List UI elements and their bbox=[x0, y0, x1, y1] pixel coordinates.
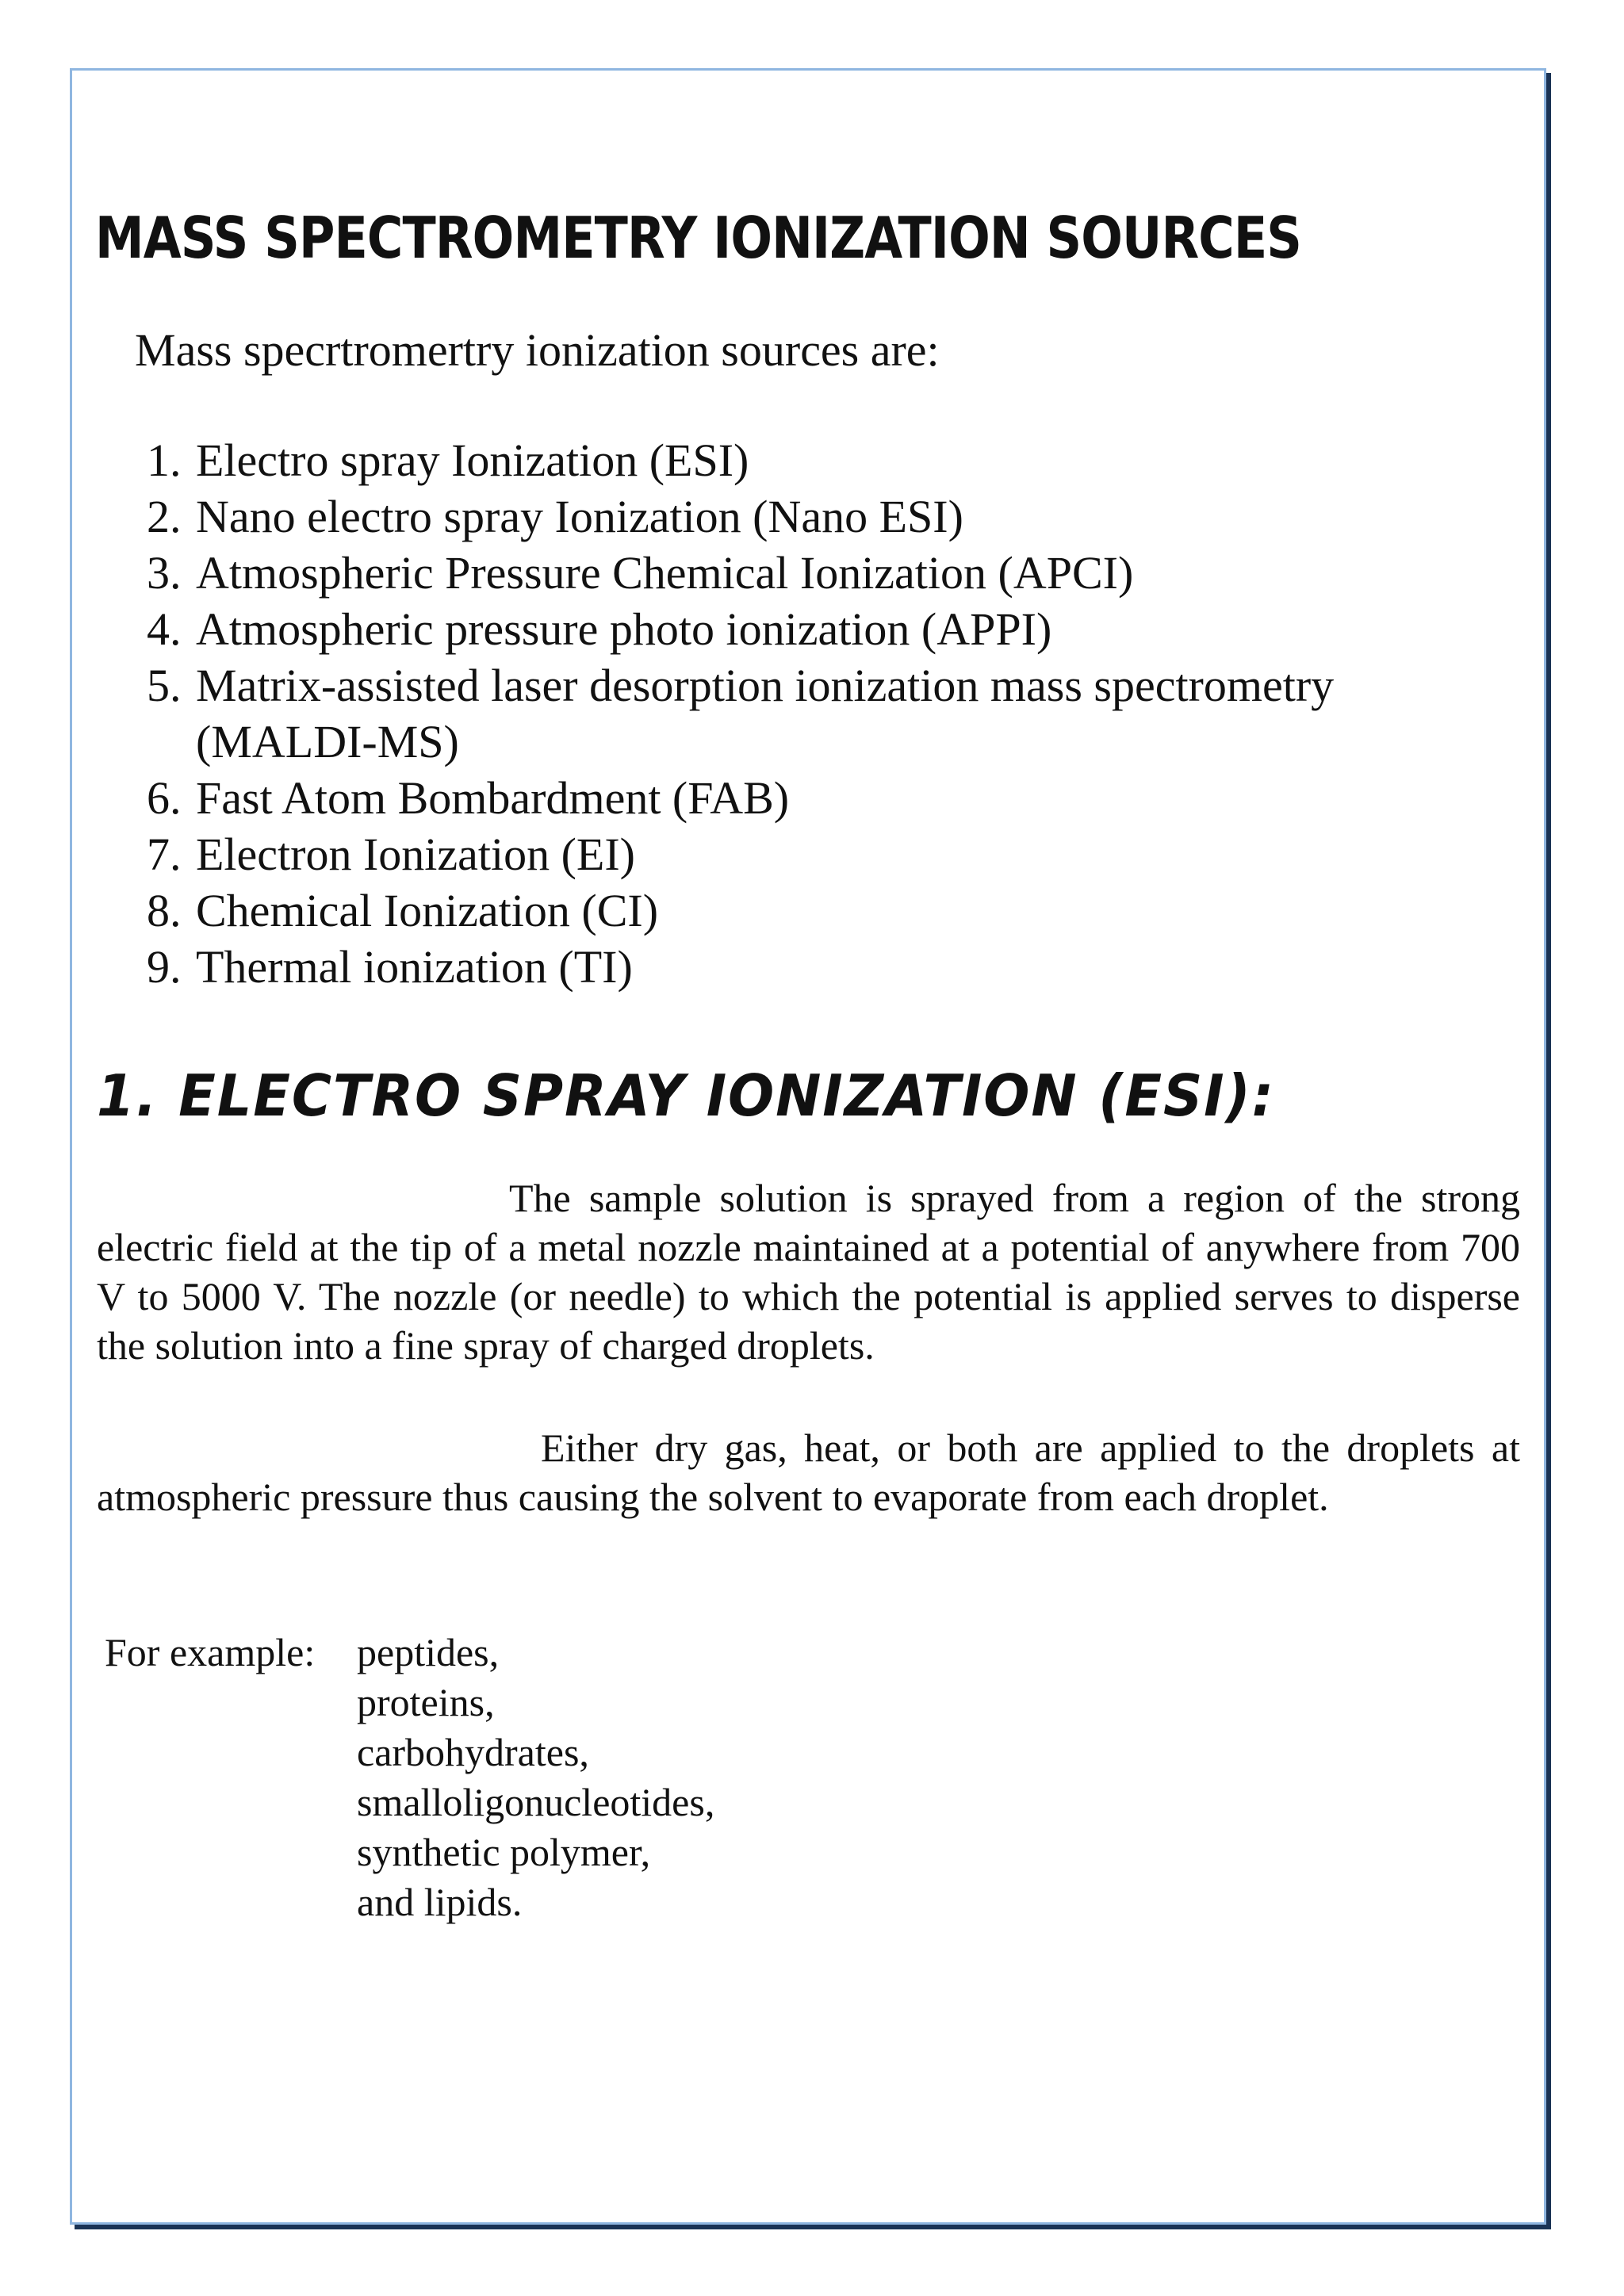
list-item-number: 5. bbox=[147, 660, 182, 711]
list-item bbox=[147, 770, 1465, 826]
list-item bbox=[147, 488, 1465, 545]
list-item-text: Atmospheric Pressure Chemical Ionization (APCI) bbox=[196, 547, 1134, 599]
example-item: peptides, bbox=[357, 1630, 500, 1674]
list-item-text: Atmospheric pressure photo ionization (APPI) bbox=[196, 603, 1052, 655]
example-item: carbohydrates, bbox=[357, 1730, 589, 1774]
example-item: proteins, bbox=[357, 1680, 495, 1724]
intro-text: Mass specrtromertry ionization sources are: bbox=[135, 324, 940, 376]
page-title: MASS SPECTROMETRY IONIZATION SOURCES bbox=[95, 205, 1302, 271]
list-item-number: 8. bbox=[147, 885, 182, 936]
list-item-number: 2. bbox=[147, 491, 182, 542]
examples-block bbox=[105, 1628, 714, 1927]
list-item-text: Thermal ionization (TI) bbox=[196, 941, 633, 993]
list-item-number: 3. bbox=[147, 547, 182, 599]
sources-list bbox=[147, 432, 1465, 995]
list-item bbox=[147, 826, 1465, 882]
list-item-text: Matrix-assisted laser desorption ionization mass spectrometry (MALDI-MS) bbox=[196, 660, 1335, 767]
example-item: and lipids. bbox=[357, 1880, 523, 1924]
list-item-text: Chemical Ionization (CI) bbox=[196, 885, 659, 936]
list-item-number: 1. bbox=[147, 434, 182, 486]
list-item bbox=[147, 545, 1465, 601]
list-item-text: Fast Atom Bombardment (FAB) bbox=[196, 772, 790, 824]
section-heading: 1. ELECTRO SPRAY IONIZATION (ESI): bbox=[97, 1062, 1275, 1129]
example-item: smalloligonucleotides, bbox=[357, 1780, 715, 1824]
list-item-number: 9. bbox=[147, 941, 182, 993]
list-item bbox=[147, 432, 1465, 488]
list-item-text: Electro spray Ionization (ESI) bbox=[196, 434, 749, 486]
list-item bbox=[147, 657, 1465, 770]
list-item bbox=[147, 939, 1465, 995]
examples-label: For example: bbox=[105, 1630, 316, 1674]
examples-list bbox=[357, 1628, 714, 1927]
example-item: synthetic polymer, bbox=[357, 1830, 651, 1874]
list-item-text: Electron Ionization (EI) bbox=[196, 828, 635, 880]
list-item-number: 7. bbox=[147, 828, 182, 880]
list-item-text: Nano electro spray Ionization (Nano ESI) bbox=[196, 491, 963, 542]
list-item-number: 4. bbox=[147, 603, 182, 655]
list-item-number: 6. bbox=[147, 772, 182, 824]
esi-paragraph-2: Either dry gas, heat, or both are applied to the droplets at atmospheric pressure thus causing the solvent to evaporate from each droplet. bbox=[97, 1425, 1520, 1519]
list-item bbox=[147, 601, 1465, 657]
esi-paragraph-1: The sample solution is sprayed from a region of the strong electric field at the tip of a metal nozzle maintained at a potential of anywhere from 700 V to 5000 V. The nozzle (or needle) to which the potential is applied serves to disperse the solution into a fine spray of charged droplets. bbox=[97, 1176, 1520, 1368]
list-item bbox=[147, 882, 1465, 939]
